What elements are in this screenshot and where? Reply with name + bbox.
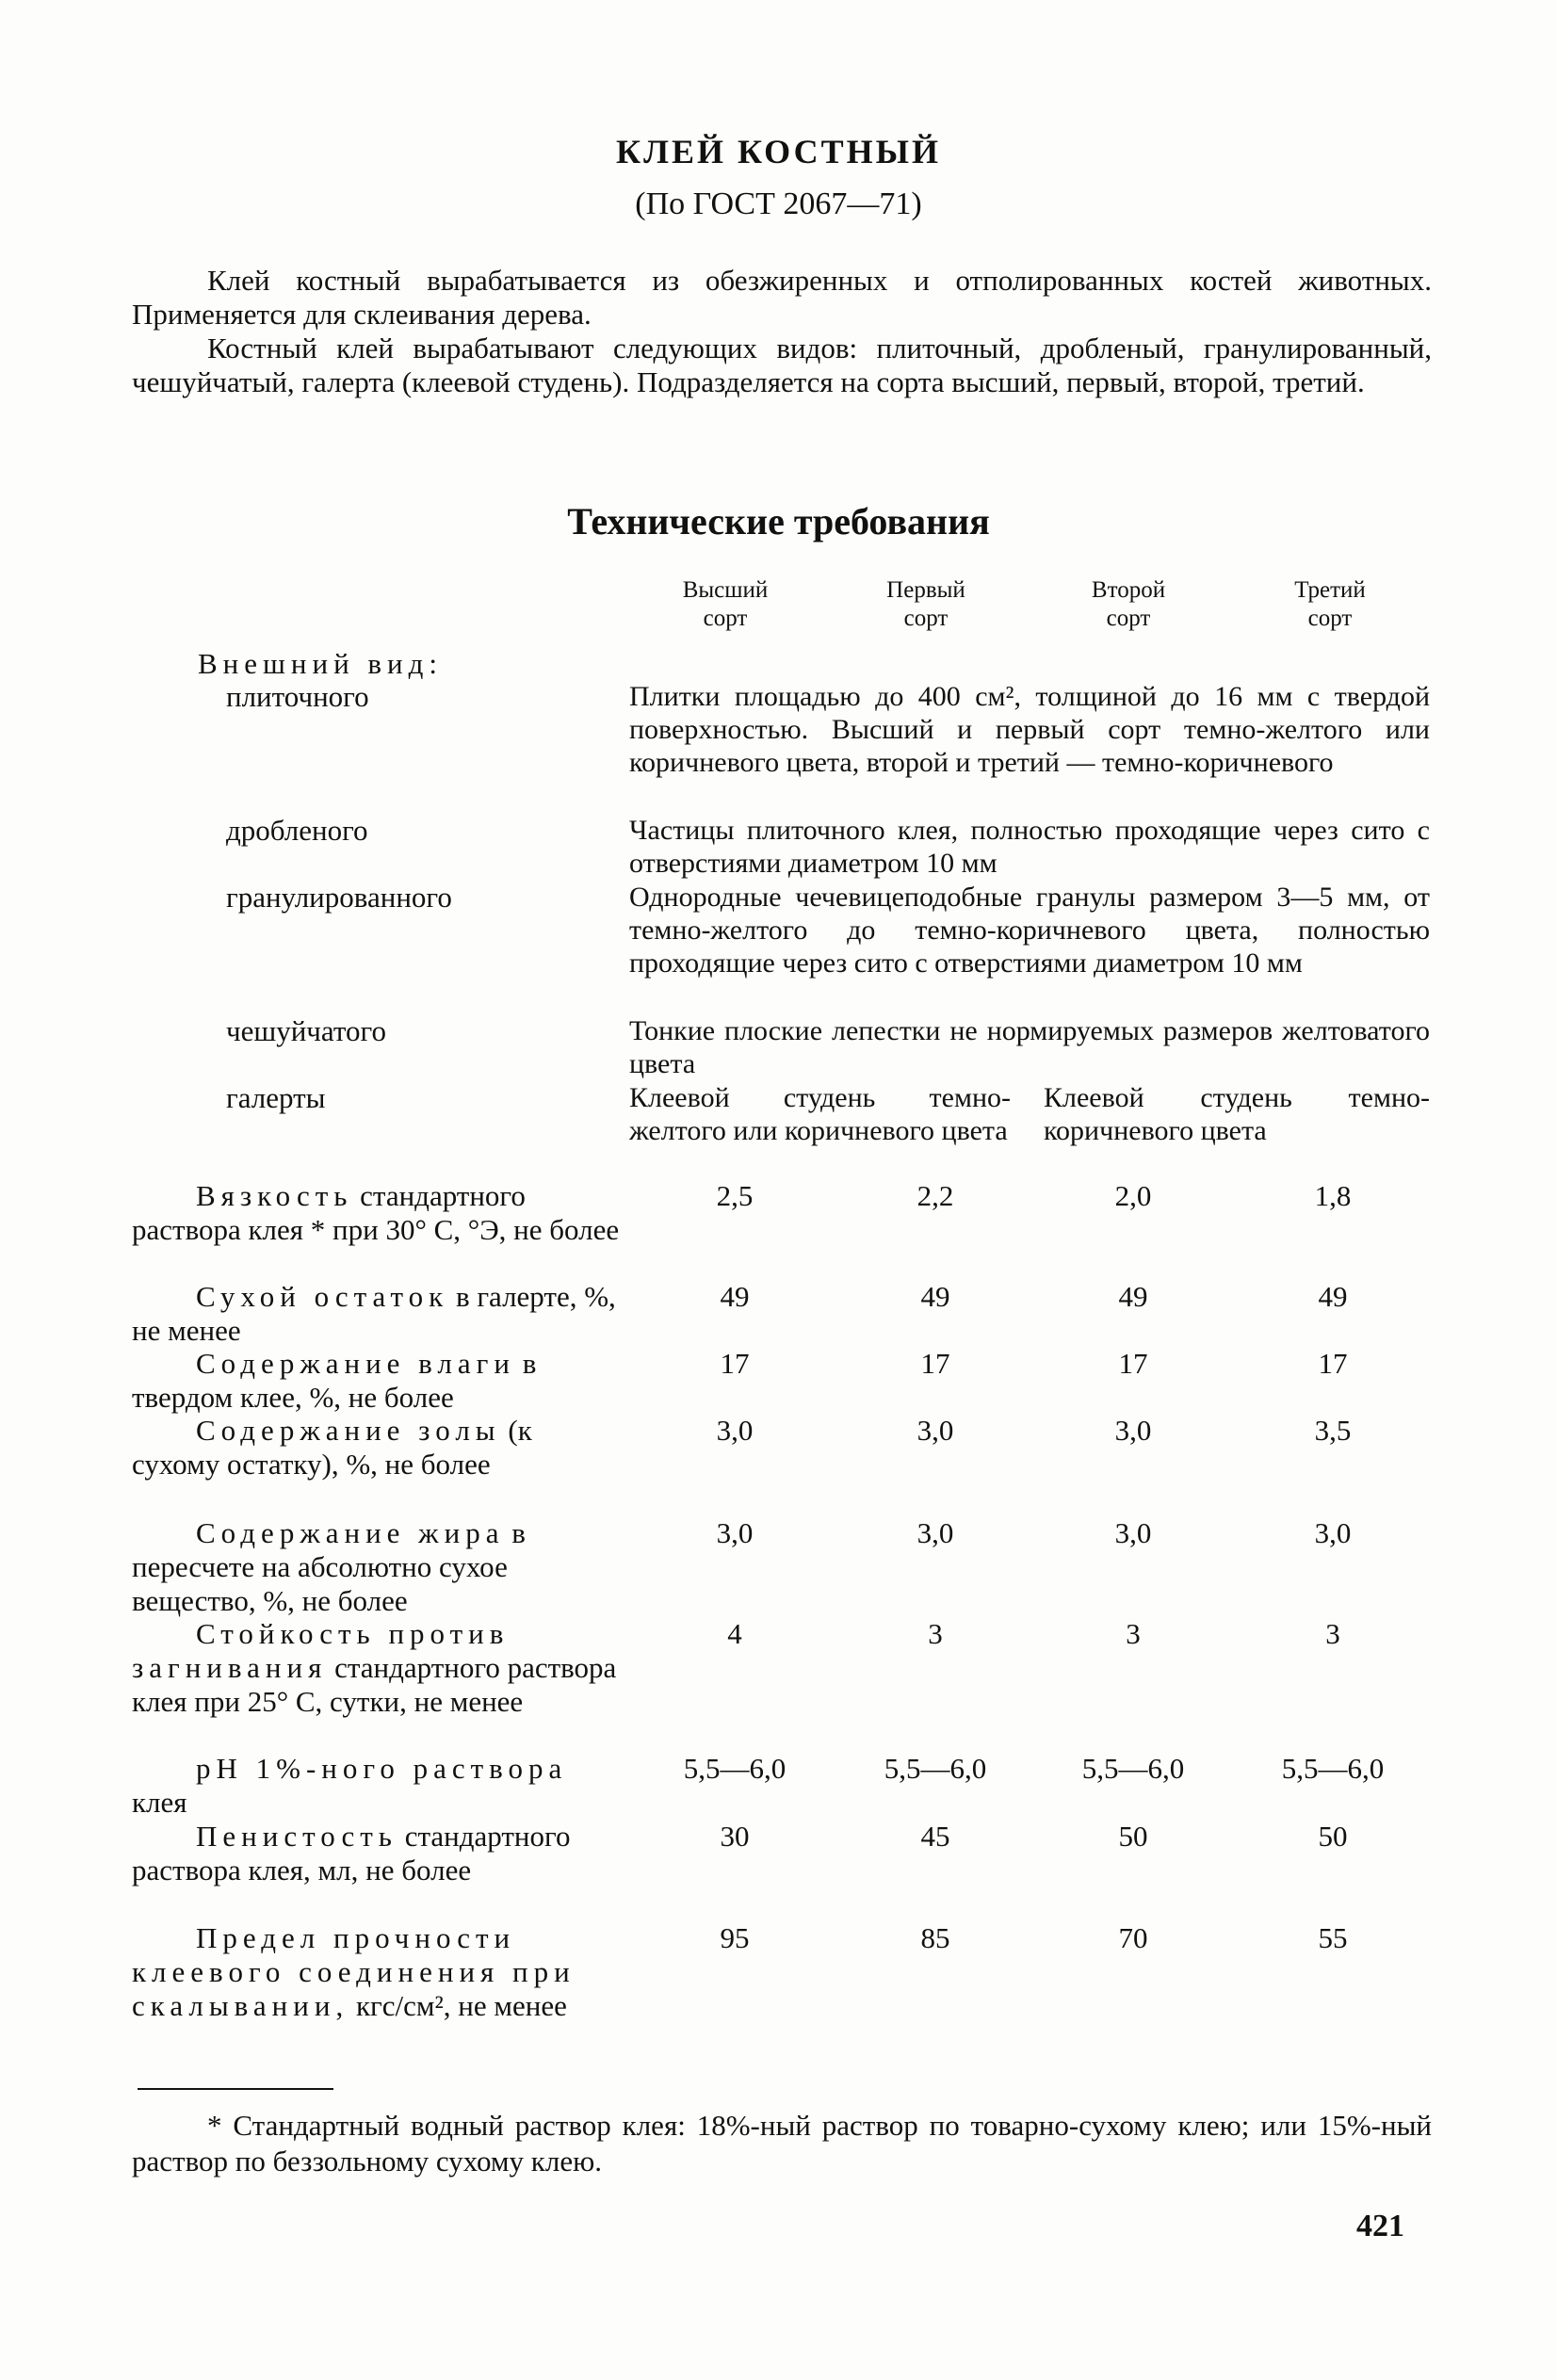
value-cell: 49 bbox=[920, 1280, 950, 1313]
appearance-type-crushed: дробленого bbox=[226, 814, 368, 847]
value-cell: 3,5 bbox=[1314, 1414, 1352, 1447]
row-label-viscosity: Вязкость стандартного раствора клея * при 30° С, °Э, не более bbox=[132, 1179, 620, 1246]
value-cell: 95 bbox=[720, 1921, 750, 1954]
value-cell: 49 bbox=[1318, 1280, 1348, 1313]
row-label-shear-strength: Предел прочности клеевого соединения при скалывании, кгс/см², не менее bbox=[132, 1921, 576, 2022]
value-cell: 50 bbox=[1118, 1820, 1148, 1853]
value-cell: 17 bbox=[720, 1347, 750, 1380]
appearance-desc-gel-left: Клеевой студень темно-желтого или коричневого цвета bbox=[629, 1082, 1011, 1146]
standard-reference: (По ГОСТ 2067—71) bbox=[635, 186, 922, 221]
appearance-label: Внешний вид: bbox=[198, 647, 444, 680]
page-number: 421 bbox=[1356, 2209, 1404, 2243]
row-label-ph: pH 1%-ного раствора клея bbox=[132, 1752, 568, 1819]
row-label-moisture: Содержание влаги в твердом клее, %, не более bbox=[132, 1347, 537, 1414]
intro-paragraph-1: Клей костный вырабатывается из обезжиренных и отполированных костей животных. Применяется для склеивания дерева. bbox=[132, 264, 1432, 331]
value-cell: 3,0 bbox=[1114, 1516, 1152, 1549]
value-cell: 55 bbox=[1318, 1921, 1348, 1954]
footnote: * Стандартный водный раствор клея: 18%-ный раствор по товарно-сухому клею; или 15%-ный раствор по беззольному сухому клею. bbox=[132, 2109, 1432, 2178]
value-cell: 50 bbox=[1318, 1820, 1348, 1853]
grade-header-first: Первый сорт bbox=[886, 577, 965, 631]
appearance-desc-granulated: Однородные чечевицеподобные гранулы размером 3—5 мм, от темно-желтого до темно-коричневого цвета, полностью проходящие через сито с отверстиями диаметром 10 мм bbox=[629, 882, 1430, 979]
value-cell: 30 bbox=[720, 1820, 750, 1853]
value-cell: 70 bbox=[1118, 1921, 1148, 1954]
value-cell: 3 bbox=[1325, 1617, 1340, 1650]
value-cell: 85 bbox=[920, 1921, 950, 1954]
value-cell: 3,0 bbox=[1314, 1516, 1352, 1549]
appearance-type-tile: плиточного bbox=[226, 680, 369, 713]
appearance-desc-tile: Плитки площадью до 400 см², толщиной до 16 мм с твердой поверхностью. Высший и первый сорт темно-желтого или коричневого цвета, второй и третий — темно-коричневого bbox=[629, 681, 1430, 778]
value-cell: 17 bbox=[1118, 1347, 1148, 1380]
section-title: Технические требования bbox=[567, 500, 990, 542]
value-cell: 3,0 bbox=[716, 1516, 754, 1549]
value-cell: 5,5—6,0 bbox=[683, 1752, 787, 1785]
value-cell: 1,8 bbox=[1314, 1179, 1352, 1212]
appearance-desc-crushed: Частицы плиточного клея, полностью проходящие через сито с отверстиями диаметром 10 мм bbox=[629, 815, 1430, 879]
row-label-dry-residue: Сухой остаток в галерте, %, не менее bbox=[132, 1280, 616, 1347]
grade-header-second: Второй сорт bbox=[1091, 577, 1166, 631]
appearance-type-flake: чешуйчатого bbox=[226, 1014, 386, 1047]
value-cell: 5,5—6,0 bbox=[1281, 1752, 1385, 1785]
value-cell: 3,0 bbox=[916, 1516, 954, 1549]
value-cell: 3,0 bbox=[916, 1414, 954, 1447]
page-title: КЛЕЙ КОСТНЫЙ bbox=[616, 133, 941, 170]
value-cell: 45 bbox=[920, 1820, 950, 1853]
row-label-rot-resistance: Стойкость против загнивания стандартного раствора клея при 25° С, сутки, не менее bbox=[132, 1617, 617, 1718]
intro-paragraph-2: Костный клей вырабатывают следующих видов: плиточный, дробленый, гранулированный, чешуйчатый, галерта (клеевой студень). Подразделяется на сорта высший, первый, второй, третий. bbox=[132, 332, 1432, 398]
value-cell: 49 bbox=[720, 1280, 750, 1313]
appearance-type-granulated: гранулированного bbox=[226, 881, 452, 914]
value-cell: 2,0 bbox=[1114, 1179, 1152, 1212]
value-cell: 17 bbox=[1318, 1347, 1348, 1380]
footnote-divider bbox=[138, 2088, 333, 2090]
value-cell: 3,0 bbox=[1114, 1414, 1152, 1447]
value-cell: 5,5—6,0 bbox=[884, 1752, 987, 1785]
value-cell: 4 bbox=[727, 1617, 742, 1650]
grade-header-third: Третий сорт bbox=[1294, 577, 1366, 631]
appearance-desc-flake: Тонкие плоские лепестки не нормируемых размеров желтоватого цвета bbox=[629, 1015, 1430, 1079]
row-label-ash: Содержание золы (к сухому остатку), %, не более bbox=[132, 1414, 532, 1481]
appearance-desc-gel-right: Клеевой студень темно-коричневого цвета bbox=[1044, 1082, 1430, 1146]
row-label-fat: Содержание жира в пересчете на абсолютно сухое вещество, %, не более bbox=[132, 1516, 526, 1617]
value-cell: 3,0 bbox=[716, 1414, 754, 1447]
value-cell: 2,2 bbox=[916, 1179, 954, 1212]
value-cell: 3 bbox=[928, 1617, 943, 1650]
value-cell: 17 bbox=[920, 1347, 950, 1380]
appearance-type-gel: галерты bbox=[226, 1081, 326, 1114]
value-cell: 2,5 bbox=[716, 1179, 754, 1212]
value-cell: 5,5—6,0 bbox=[1081, 1752, 1185, 1785]
value-cell: 49 bbox=[1118, 1280, 1148, 1313]
value-cell: 3 bbox=[1126, 1617, 1141, 1650]
grade-header-highest: Высший сорт bbox=[682, 577, 769, 631]
row-label-foaming: Пенистость стандартного раствора клея, мл, не более bbox=[132, 1820, 571, 1886]
